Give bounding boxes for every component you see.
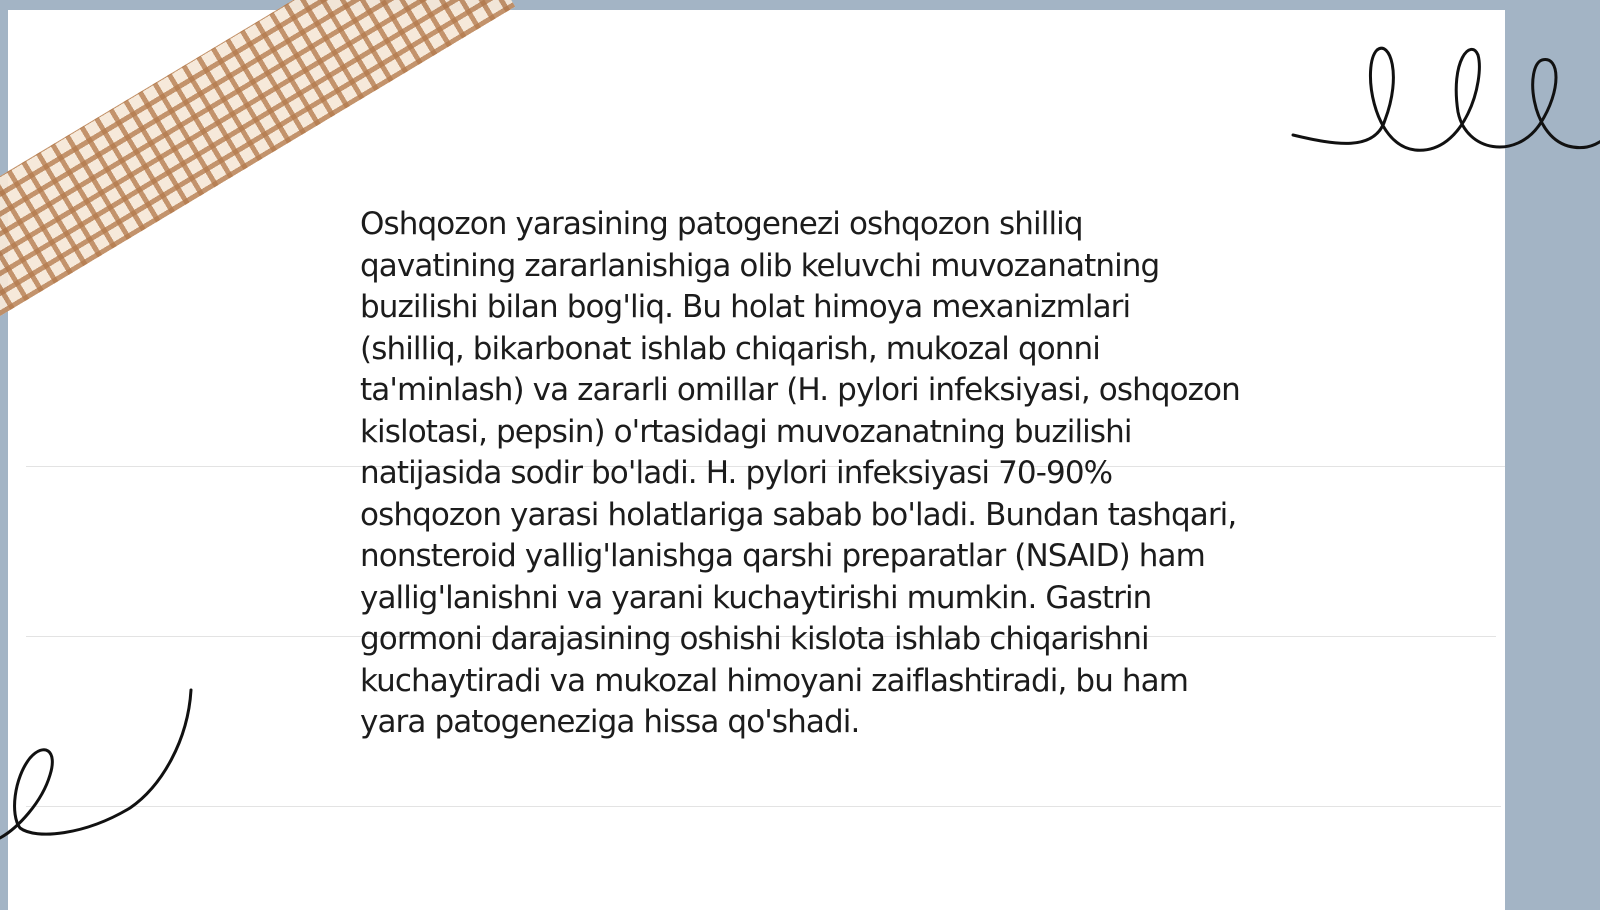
- loop-scribble-icon: [1290, 20, 1600, 170]
- swirl-scribble-icon: [0, 690, 200, 860]
- ruled-line: [26, 806, 1501, 807]
- body-paragraph: Oshqozon yarasining patogenezi oshqozon shilliq qavatining zararlanishiga olib keluvchi muvozanatning buzilishi bilan bog'liq. Bu holat himoya mexanizmlari (shilliq, bikarbonat ishlab chiqarish, mukozal qonni ta'minlash) va zararli omillar (H. pylori infeksiyasi, oshqozon kislotasi, pepsin) o'rtasidagi muvozanatning buzilishi natijasida sodir bo'ladi. H. pylori infeksiyasi 70-90% oshqozon yarasi holatlariga sabab bo'ladi. Bundan tashqari, nonsteroid yallig'lanishga qarshi preparatlar (NSAID) ham yallig'lanishni va yarani kuchaytirishi mumkin. Gastrin gormoni darajasining oshishi kislota ishlab chiqarishni kuchaytiradi va mukozal himoyani zaiflashtiradi, bu ham yara patogeneziga hissa qo'shadi.: [360, 206, 1240, 740]
